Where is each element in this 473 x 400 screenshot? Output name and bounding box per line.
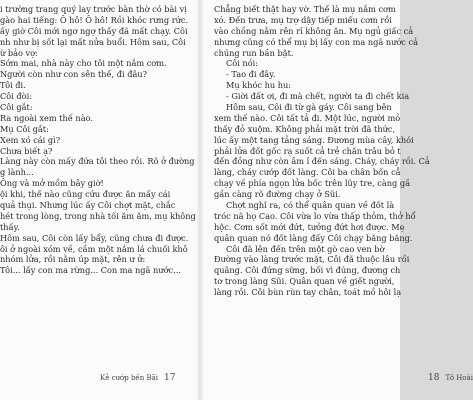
text-line: tơ trong làng Sũi. Quân quan về giết người, [214, 276, 395, 287]
text-line: thấy. [0, 221, 20, 232]
text-line: Chợt nghĩ ra, có thể quân quan về đốt là [226, 200, 395, 211]
text-line: - Tao đi đây. [226, 69, 276, 80]
text-line: xem thế nào. Côi tất tả đi. Một lúc, người mỏ [214, 112, 401, 123]
text-line: Chẳng biết thật hay vờ. Thế là mụ nắm cơm [214, 4, 396, 14]
text-line: g lành... [0, 167, 34, 178]
text-line: i trường trang quý lay trước bàn thờ có bài vị [0, 4, 187, 14]
text-line: Người còn như con sên thế, đi đâu? [0, 69, 148, 80]
text-line: chúng run bần bật. [214, 47, 294, 58]
text-line: Sớm mai, nhà này cho tôi một nắm cơm. [0, 58, 167, 69]
text-line: làng, cháy cướp đốt làng. Côi ba chân bốn cẳ [214, 167, 401, 178]
text-line: ấy giờ Côi mới ngơ ngợ thấy đã mất chạy. Côi [0, 25, 188, 36]
text-line: Côi đòi: [0, 91, 32, 102]
text-line: - Giời đất ơi, đi mà chết, người ta đi chết kia [226, 91, 410, 102]
text-line: hét trong lòng, trong nhà tối ăm ăm, mụ không [0, 210, 196, 221]
text-line: đến đồng như còn âm ỉ đến sáng. Cháy, cháy rồi. Cả [214, 156, 430, 167]
text-line: xó. Đến trưa, mụ trợ dậy tiếp miếu cơm rồi [214, 14, 392, 25]
text-line: phải lửa đốt gốc rạ suốt cả trẻ chăn trâu bỏ t [214, 145, 401, 156]
text-line: nhưng cũng có thể mụ bị lấy con ma ngã nước cả [214, 36, 418, 47]
text-line: Mụ Côi gắt: [0, 123, 49, 134]
right-footer-title: Tô Hoài [445, 374, 473, 382]
left-page-text [0, 4, 196, 276]
text-line: Chưa biết ạ? [0, 145, 53, 156]
text-line: nh như bị sốt lại mất nửa buổi. Hôm sau, Côi [0, 36, 186, 47]
right-page-text [214, 4, 430, 298]
left-page [0, 0, 200, 400]
text-line: tróc nã họ Cao. Côi vừa lo vừa thấp thỏm, thở hổ [214, 210, 416, 221]
text-line: Xem xó cái gì? [0, 134, 61, 145]
book-gutter [196, 0, 204, 400]
text-line: ừ bảo vợ: [0, 47, 38, 58]
text-line: ôi ở ngoài xóm về, cầm một nắm lá chuối khô [0, 243, 188, 254]
text-line: Tôi đi. [0, 80, 26, 91]
text-line: Tôi... lấy con ma rừng... Con ma ngã nước... [0, 265, 181, 276]
text-line: gào hai tiếng: Ô hô! Ô hô! Rồi khóc rưng rức. [0, 14, 189, 25]
text-line: thấy đỏ xuộm. Không phải mặt trời đã thức, [214, 123, 396, 134]
text-line: vào chồng nằm rên rỉ không ăn. Mụ ngủ giấc cả [214, 25, 414, 36]
right-page-number: 18 [428, 373, 440, 383]
text-line: chạy về phía ngọn lửa bốc trên lũy tre, càng gầ [214, 178, 411, 189]
text-line: quãng. Côi đứng sững, bối vì đúng, đương ch [214, 265, 401, 276]
text-line: Côi gắt: [0, 102, 33, 113]
text-line: quân quan nó đốt làng đấy Côi chạy băng băng. [214, 232, 413, 243]
left-page-footer [100, 373, 175, 383]
text-line: Côi nói: [226, 58, 258, 69]
text-line: gần càng rõ đường chạy ở Sũi. [214, 189, 341, 200]
text-line: lúc ấy một tang tảng sáng. Đương mùa cây, khói [214, 134, 414, 145]
text-line: Hôm sau, Côi đi từ gà gáy. Côi sang bên [226, 102, 392, 113]
text-line: nhóm lửa, rồi nằm úp mặt, rên ư ử: [0, 254, 146, 265]
left-footer-title: Kẻ cướp bến Bãi [100, 374, 159, 382]
text-line: Côi đã lên đến trên một gò cao ven bờ [226, 243, 385, 254]
text-line: Mụ khóc hu hu: [226, 80, 292, 91]
text-line: hộc. Cơm sốt mới đứt, tưởng đứt hơi được. Mẹ [214, 221, 405, 232]
text-line: ội khi, thế nào cũng cứu được ăn mấy cái [0, 189, 171, 200]
text-line: Hôm sau, Côi còn lấy bẩy, cũng chưa đi được. [0, 232, 189, 243]
text-line: Ra ngoài xem thế nào. [0, 112, 93, 123]
text-line: Làng này còn mấy đứa tôi theo rồi. Rõ ở đường [0, 156, 195, 167]
right-page [200, 0, 473, 400]
right-page-footer [428, 373, 473, 383]
text-line: quả thụi. Nhưng lúc ấy Côi chợt mặt, chắc [0, 200, 176, 211]
text-line: làng rồi. Côi bùn rùn tay chân, toát mồ hôi lạ [214, 287, 402, 298]
left-page-number: 17 [164, 373, 176, 383]
text-line: Đường vào làng trước mặt, Côi đã thuộc lâu rồi [214, 254, 410, 265]
text-line: Ông và mở mồm bây giờ! [0, 178, 104, 189]
